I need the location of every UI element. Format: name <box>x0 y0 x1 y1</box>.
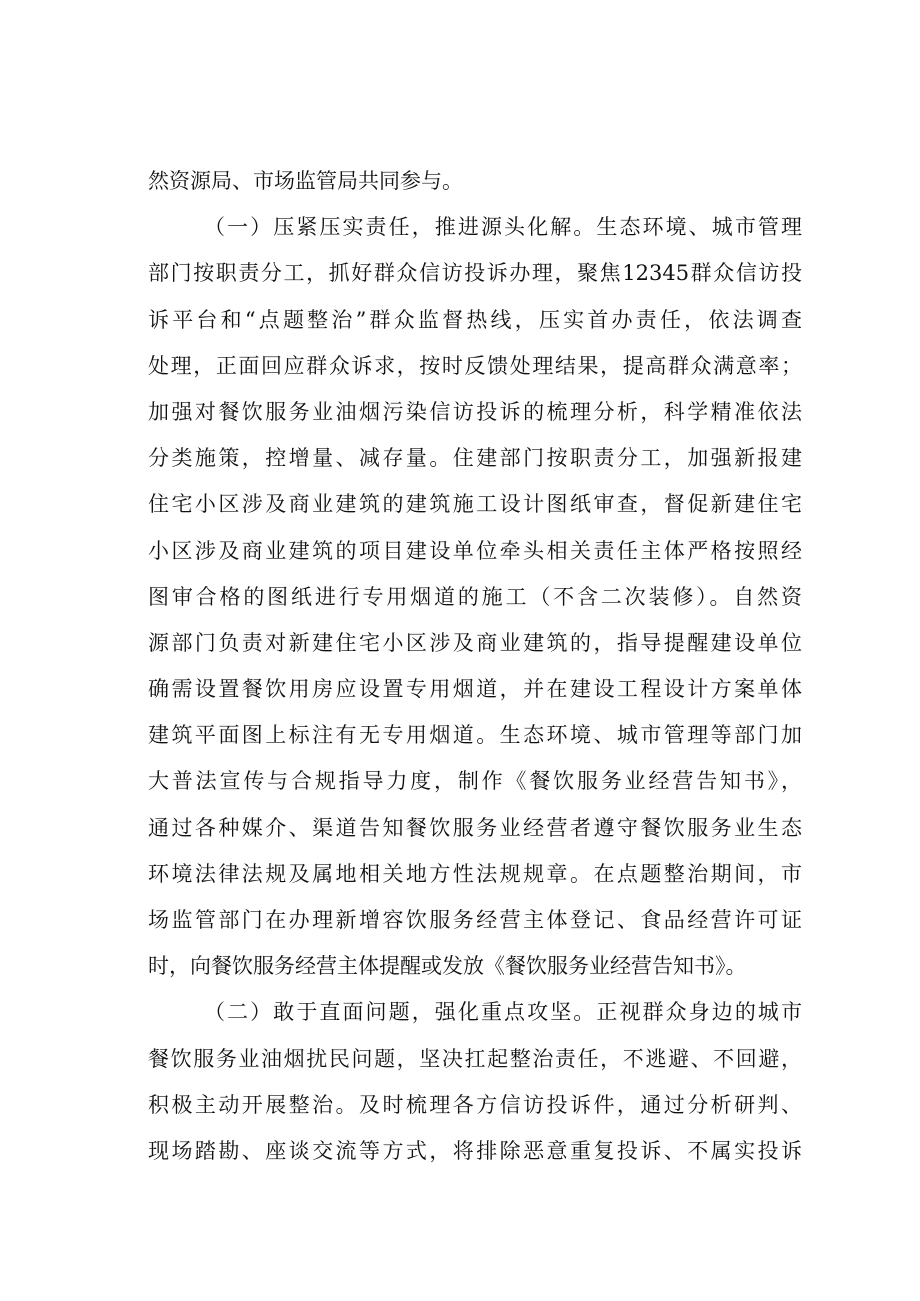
text-line: 现场踏勘、座谈交流等方式，将排除恶意重复投诉、不属实投诉 <box>148 1138 802 1163</box>
text-line: 源部门负责对新建住宅小区涉及商业建筑的，指导提醒建设单位 <box>148 630 802 655</box>
text-line: 确需设置餐饮用房应设置专用烟道，并在建设工程设计方案单体 <box>148 677 802 702</box>
text-line: 图审合格的图纸进行专用烟道的施工（不含二次装修）。自然资 <box>148 584 802 609</box>
text-line: 诉平台和“点题整治”群众监督热线，压实首办责任，依法调查 <box>148 307 802 332</box>
section-heading-line: （一）压紧压实责任，推进源头化解。生态环境、城市管理 <box>204 215 802 240</box>
text-line: 积极主动开展整治。及时梳理各方信访投诉件，通过分析研判、 <box>148 1092 802 1117</box>
text-line: 建筑平面图上标注有无专用烟道。生态环境、城市管理等部门加 <box>148 723 802 748</box>
section-heading-line: （二）敢于直面问题，强化重点攻坚。正视群众身边的城市 <box>204 1000 802 1025</box>
text-line: 时，向餐饮服务经营主体提醒或发放《餐饮服务业经营告知书》。 <box>148 954 747 979</box>
text-line: 餐饮服务业油烟扰民问题，坚决扛起整治责任，不逃避、不回避， <box>148 1046 802 1071</box>
text-line: 处理，正面回应群众诉求，按时反馈处理结果，提高群众满意率； <box>148 353 802 378</box>
text-line: 分类施策，控增量、减存量。住建部门按职责分工，加强新报建 <box>148 446 802 471</box>
text-line: 小区涉及商业建筑的项目建设单位牵头相关责任主体严格按照经 <box>148 538 802 563</box>
text-line: 然资源局、市场监管局共同参与。 <box>148 169 463 193</box>
text-line: 环境法律法规及属地相关地方性法规规章。在点题整治期间，市 <box>148 861 802 886</box>
text-line: 场监管部门在办理新增容饮服务经营主体登记、食品经营许可证 <box>148 908 802 932</box>
text-line: 住宅小区涉及商业建筑的建筑施工设计图纸审查，督促新建住宅 <box>148 492 802 517</box>
text-line: 加强对餐饮服务业油烟污染信访投诉的梳理分析，科学精准依法 <box>148 399 802 424</box>
document-body <box>148 158 802 1174</box>
text-line: 部门按职责分工，抓好群众信访投诉办理，聚焦12345群众信访投 <box>148 261 802 286</box>
text-line: 大普法宣传与合规指导力度，制作《餐饮服务业经营告知书》， <box>148 769 802 794</box>
text-line: 通过各种媒介、渠道告知餐饮服务业经营者遵守餐饮服务业生态 <box>148 815 802 840</box>
